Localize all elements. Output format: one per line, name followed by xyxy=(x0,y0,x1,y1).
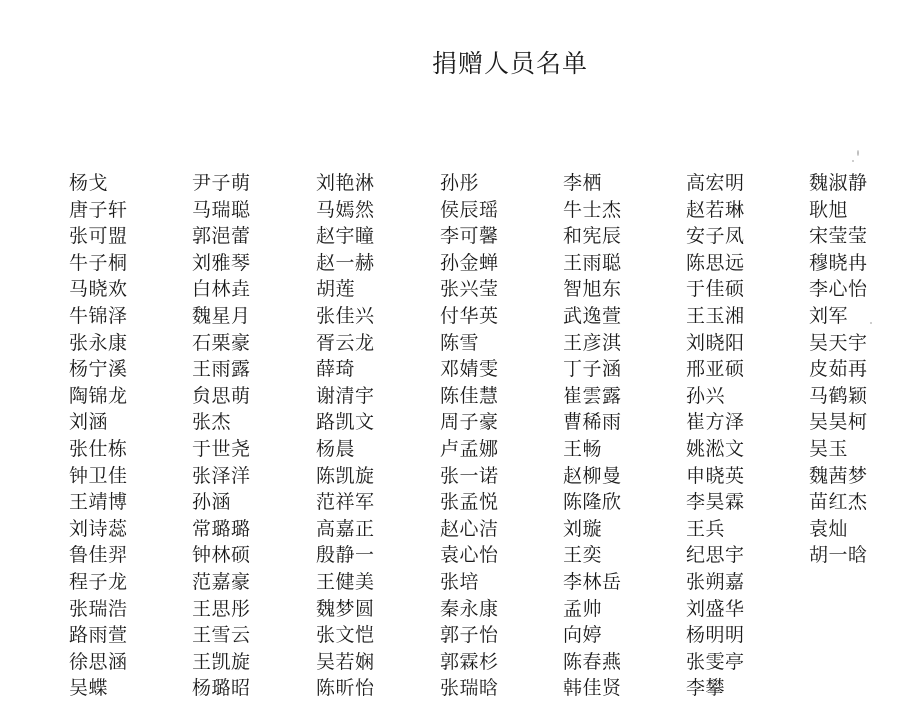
donor-name: 纪思宇 xyxy=(686,544,745,567)
donor-name: 卢孟娜 xyxy=(440,437,499,460)
donor-name: 孙兴 xyxy=(686,384,726,407)
donor-name: 贠思萌 xyxy=(192,384,251,407)
donor-name-list xyxy=(0,170,919,710)
donor-name: 魏星月 xyxy=(192,304,251,327)
donor-name: 刘诗蕊 xyxy=(69,517,128,540)
donor-name: 付华英 xyxy=(440,304,499,327)
donor-name: 郭霖杉 xyxy=(440,650,499,673)
donor-name: 张佳兴 xyxy=(316,304,375,327)
donor-name: 姚淞文 xyxy=(686,437,745,460)
donor-name: 刘晓阳 xyxy=(686,331,745,354)
donor-name: 魏梦圆 xyxy=(316,597,375,620)
donor-name: 刘涵 xyxy=(69,411,109,434)
donor-name: 智旭东 xyxy=(563,278,622,301)
donor-name: 李林岳 xyxy=(563,570,622,593)
donor-name: 吴天宇 xyxy=(809,331,868,354)
donor-name: 苗红杰 xyxy=(809,491,868,514)
name-column-4 xyxy=(440,170,499,702)
donor-name: 王思彤 xyxy=(192,597,251,620)
donor-name: 杨戈 xyxy=(69,172,109,194)
donor-name: 唐子轩 xyxy=(69,198,128,221)
donor-name: 常璐璐 xyxy=(192,517,251,540)
donor-name: 武逸萱 xyxy=(563,304,622,327)
donor-name: 杨明明 xyxy=(686,624,745,647)
donor-name: 邢亚硕 xyxy=(686,358,745,381)
name-column-3 xyxy=(316,170,375,702)
donor-name: 郭浥蕾 xyxy=(192,225,251,248)
donor-name: 王雪云 xyxy=(192,624,251,647)
donor-name: 周子豪 xyxy=(440,411,499,434)
donor-name: 王靖博 xyxy=(69,491,128,514)
donor-name: 吴玉 xyxy=(809,437,849,460)
donor-name: 张瑞晗 xyxy=(440,677,499,700)
donor-name: 张孟悦 xyxy=(440,491,499,514)
name-column-7 xyxy=(809,170,868,569)
donor-name: 安子凤 xyxy=(686,225,745,248)
donor-name: 陶锦龙 xyxy=(69,384,128,407)
donor-name: 赵若琳 xyxy=(686,198,745,221)
donor-name: 马晓欢 xyxy=(69,278,128,301)
donor-name: 王玉湘 xyxy=(686,304,745,327)
donor-name: 杨宁溪 xyxy=(69,358,128,381)
donor-name: 徐思涵 xyxy=(69,650,128,673)
donor-name: 钟卫佳 xyxy=(69,464,128,487)
donor-name: 皮茹再 xyxy=(809,358,868,381)
donor-name: 陈雪 xyxy=(440,331,480,354)
donor-name: 胡莲 xyxy=(316,278,356,301)
donor-name: 李心怡 xyxy=(809,278,868,301)
donor-name: 牛锦泽 xyxy=(69,304,128,327)
donor-name: 曹稀雨 xyxy=(563,411,622,434)
donor-name: 王健美 xyxy=(316,570,375,593)
donor-name: 谢清宇 xyxy=(316,384,375,407)
donor-name: 赵心洁 xyxy=(440,517,499,540)
donor-name: 牛子桐 xyxy=(69,251,128,274)
donor-name: 钟林硕 xyxy=(192,544,251,567)
donor-name: 赵柳曼 xyxy=(563,464,622,487)
donor-name: 刘雅琴 xyxy=(192,251,251,274)
scan-speck xyxy=(857,150,859,156)
donor-name: 王奕 xyxy=(563,544,603,567)
donor-name: 殷静一 xyxy=(316,544,375,567)
donor-name: 张瑞浩 xyxy=(69,597,128,620)
donor-name: 魏淑静 xyxy=(809,172,868,194)
donor-name: 胥云龙 xyxy=(316,331,375,354)
donor-name: 崔方泽 xyxy=(686,411,745,434)
donor-name: 王凯旋 xyxy=(192,650,251,673)
name-column-1 xyxy=(69,170,128,702)
donor-name: 陈隆欣 xyxy=(563,491,622,514)
donor-name: 王畅 xyxy=(563,437,603,460)
donor-name: 鲁佳羿 xyxy=(69,544,128,567)
donor-name: 和宪辰 xyxy=(563,225,622,248)
donor-name: 张培 xyxy=(440,570,480,593)
donor-name: 宋莹莹 xyxy=(809,225,868,248)
scan-speck xyxy=(870,322,872,324)
donor-name: 郭子怡 xyxy=(440,624,499,647)
donor-name: 白林垚 xyxy=(192,278,251,301)
name-column-2 xyxy=(192,170,251,702)
donor-name: 张仕栋 xyxy=(69,437,128,460)
donor-name: 刘军 xyxy=(809,304,849,327)
donor-name: 张兴莹 xyxy=(440,278,499,301)
donor-name: 马鹤颖 xyxy=(809,384,868,407)
donor-name: 陈佳慧 xyxy=(440,384,499,407)
donor-name: 陈昕怡 xyxy=(316,677,375,700)
donor-name: 王雨露 xyxy=(192,358,251,381)
donor-name: 赵宇瞳 xyxy=(316,225,375,248)
donor-name: 杨璐昭 xyxy=(192,677,251,700)
donor-name: 胡一晗 xyxy=(809,544,868,567)
donor-name: 马嫣然 xyxy=(316,198,375,221)
donor-name: 范嘉豪 xyxy=(192,570,251,593)
donor-name: 赵一赫 xyxy=(316,251,375,274)
donor-name: 路雨萱 xyxy=(69,624,128,647)
donor-name: 刘艳淋 xyxy=(316,172,375,194)
donor-name: 穆晓冉 xyxy=(809,251,868,274)
donor-name: 程子龙 xyxy=(69,570,128,593)
scan-speck xyxy=(852,160,854,162)
donor-name: 申晓英 xyxy=(686,464,745,487)
donor-name: 李可馨 xyxy=(440,225,499,248)
donor-name: 张可盟 xyxy=(69,225,128,248)
donor-name: 陈春燕 xyxy=(563,650,622,673)
donor-name: 孟帅 xyxy=(563,597,603,620)
donor-name: 刘璇 xyxy=(563,517,603,540)
donor-name: 孙彤 xyxy=(440,172,480,194)
donor-name: 于世尧 xyxy=(192,437,251,460)
donor-name: 张雯亭 xyxy=(686,650,745,673)
donor-name: 高宏明 xyxy=(686,172,745,194)
donor-name: 袁心怡 xyxy=(440,544,499,567)
donor-name: 尹子萌 xyxy=(192,172,251,194)
donor-name: 秦永康 xyxy=(440,597,499,620)
donor-name: 李攀 xyxy=(686,677,726,700)
donor-name: 马瑞聪 xyxy=(192,198,251,221)
donor-name: 高嘉正 xyxy=(316,517,375,540)
donor-name: 侯辰瑶 xyxy=(440,198,499,221)
donor-name: 张泽洋 xyxy=(192,464,251,487)
donor-name: 耿旭 xyxy=(809,198,849,221)
donor-name: 邓婧雯 xyxy=(440,358,499,381)
donor-name: 杨晨 xyxy=(316,437,356,460)
donor-name: 李昊霖 xyxy=(686,491,745,514)
donor-name: 王彦淇 xyxy=(563,331,622,354)
donor-name: 陈凯旋 xyxy=(316,464,375,487)
donor-name: 范祥军 xyxy=(316,491,375,514)
donor-name: 路凯文 xyxy=(316,411,375,434)
donor-name: 吴蝶 xyxy=(69,677,109,700)
donor-name: 孙涵 xyxy=(192,491,232,514)
donor-name: 孙金蝉 xyxy=(440,251,499,274)
donor-name: 崔雲露 xyxy=(563,384,622,407)
donor-name: 刘盛华 xyxy=(686,597,745,620)
donor-name: 魏茜梦 xyxy=(809,464,868,487)
donor-name: 牛士杰 xyxy=(563,198,622,221)
name-column-5 xyxy=(563,170,622,702)
donor-name: 吴若娴 xyxy=(316,650,375,673)
donor-name: 陈思远 xyxy=(686,251,745,274)
donor-name: 张一诺 xyxy=(440,464,499,487)
name-column-6 xyxy=(686,170,745,702)
donor-name: 薛琦 xyxy=(316,358,356,381)
donor-name: 王雨聪 xyxy=(563,251,622,274)
donor-name: 张文恺 xyxy=(316,624,375,647)
donor-name: 袁灿 xyxy=(809,517,849,540)
donor-name: 张杰 xyxy=(192,411,232,434)
donor-name: 韩佳贤 xyxy=(563,677,622,700)
page-title: 捐赠人员名单 xyxy=(432,49,589,78)
donor-name: 张朔嘉 xyxy=(686,570,745,593)
donor-name: 于佳硕 xyxy=(686,278,745,301)
donor-name: 吴昊柯 xyxy=(809,411,868,434)
donor-name: 丁子涵 xyxy=(563,358,622,381)
donor-name: 李栖 xyxy=(563,172,603,194)
donor-name: 向婷 xyxy=(563,624,603,647)
donor-name: 张永康 xyxy=(69,331,128,354)
donor-name: 王兵 xyxy=(686,517,726,540)
donor-name: 石栗豪 xyxy=(192,331,251,354)
